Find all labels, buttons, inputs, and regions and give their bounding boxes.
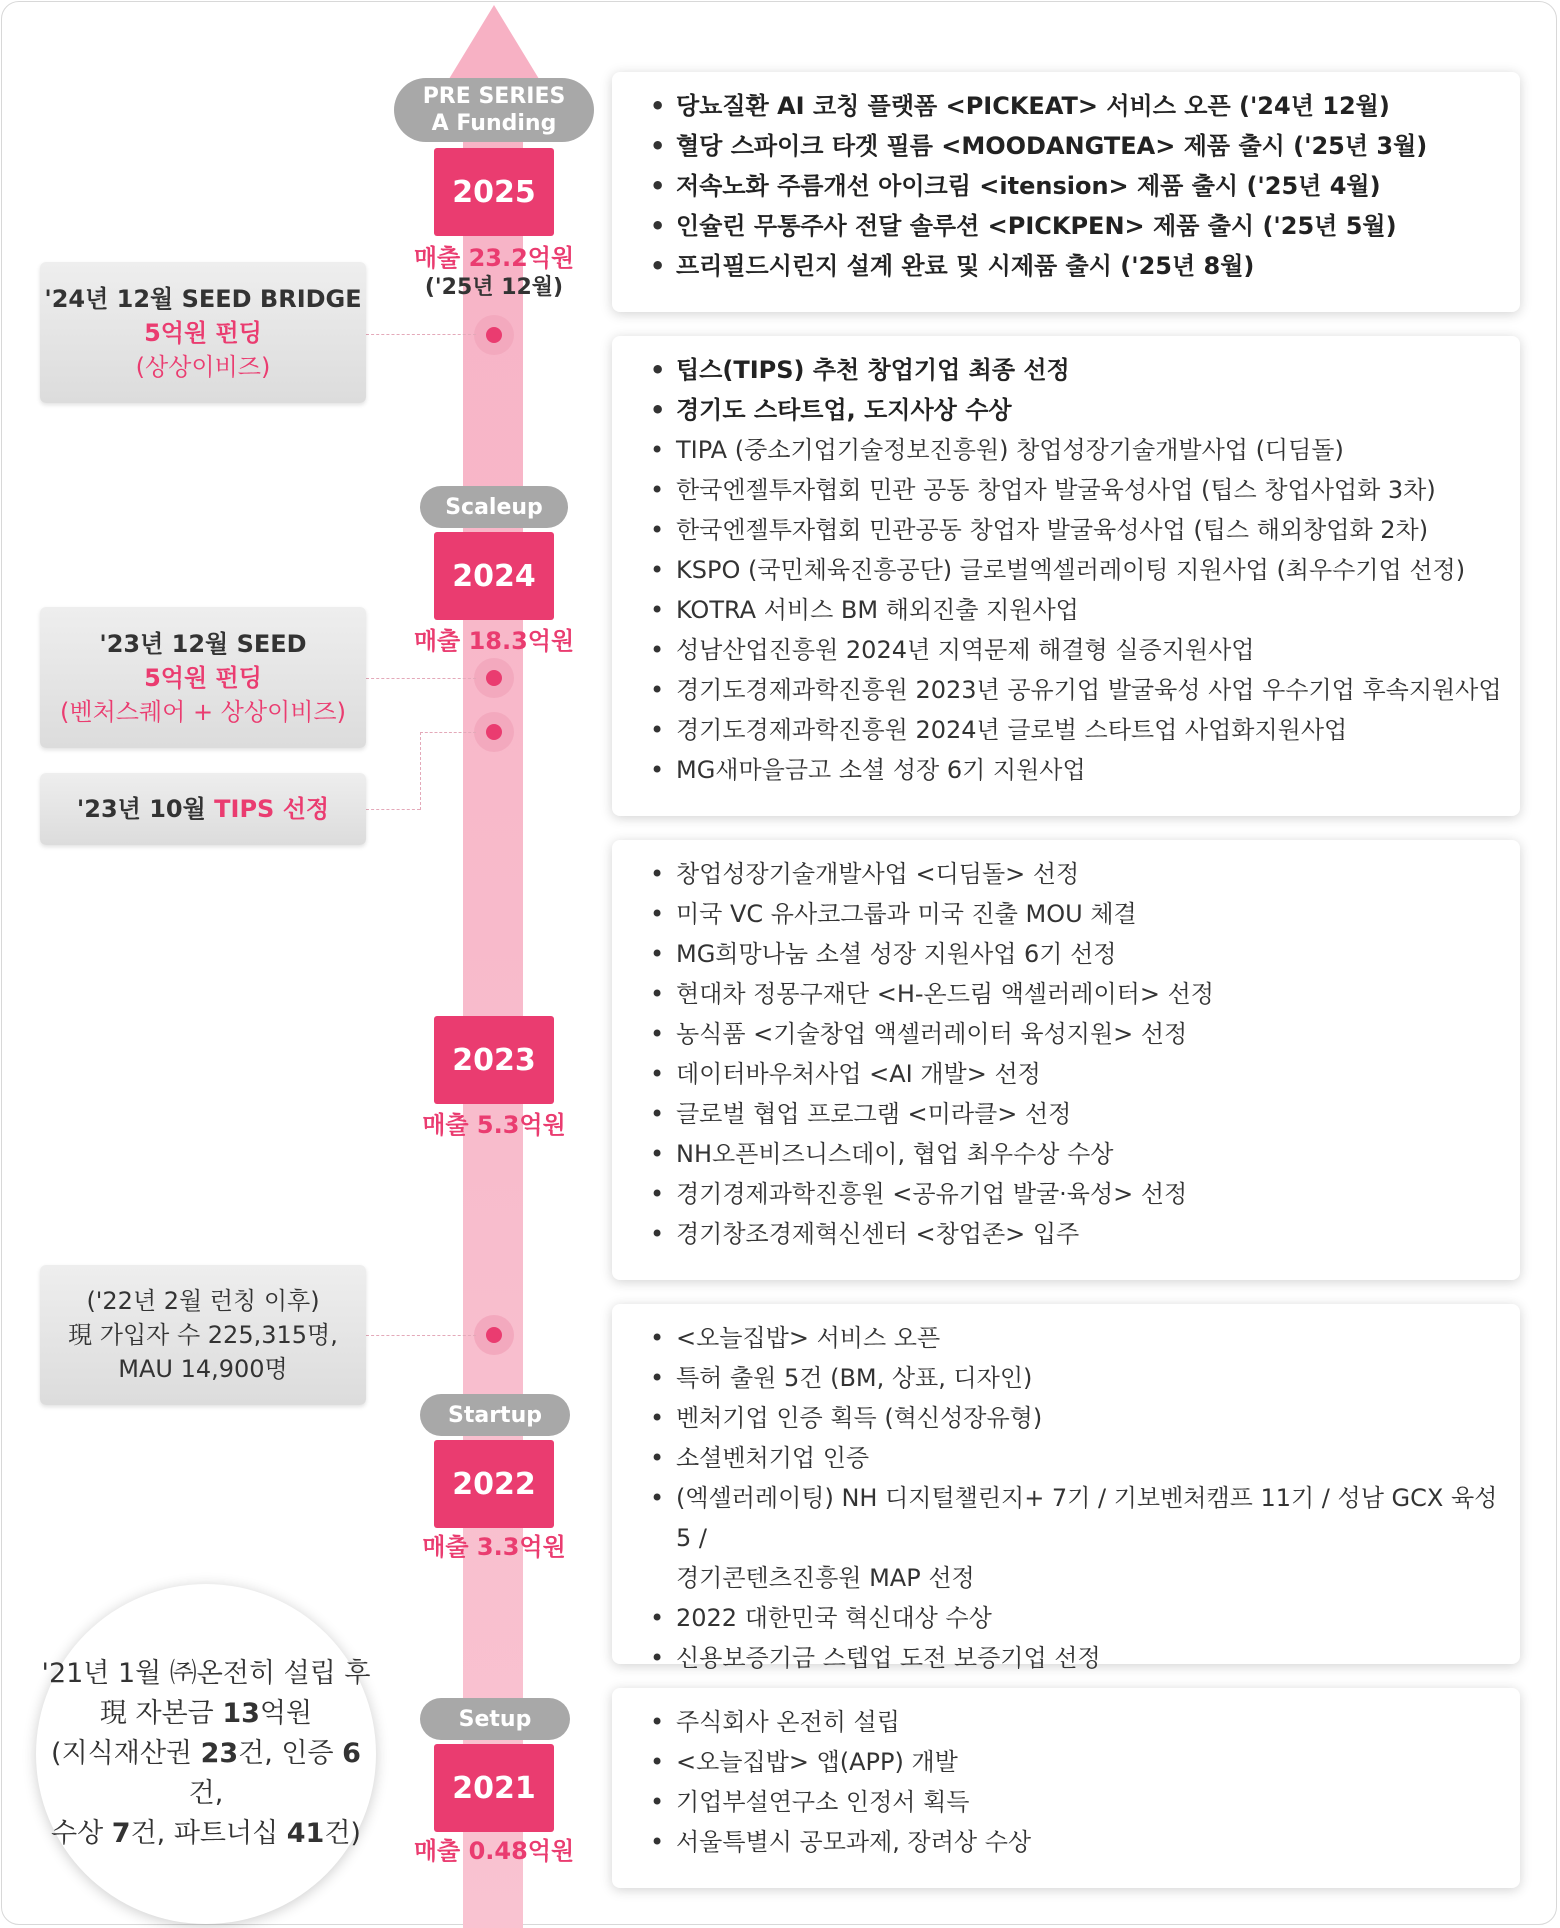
stage-scaleup	[420, 486, 568, 528]
revenue-2021-value: 매출 0.48억원	[413, 1837, 575, 1865]
revenue-2022-value: 매출 3.3억원	[422, 1533, 566, 1561]
card-2021	[612, 1688, 1520, 1888]
year-2025-label: 2025	[452, 174, 536, 210]
milestone-dot-seed	[474, 658, 514, 698]
list-item: • <오늘집밥> 앱(APP) 개발	[642, 1742, 1520, 1782]
revenue-2021	[394, 1836, 594, 1866]
note-seed-amount: 5억원 펀딩	[144, 663, 262, 692]
note-seed-bridge-title: '24년 12월 SEED BRIDGE	[44, 284, 362, 313]
list-item-continuation: 경기콘텐츠진흥원 MAP 선정	[676, 1564, 975, 1592]
year-2023-label: 2023	[452, 1042, 536, 1078]
milestone-dot-tips	[474, 712, 514, 752]
list-item: • 신용보증기금 스텝업 도전 보증기업 선정	[642, 1638, 1520, 1678]
stage-setup-label: Setup	[458, 1706, 532, 1732]
connector-users	[366, 1335, 476, 1336]
note-users	[40, 1265, 366, 1405]
list-item: • KOTRA 서비스 BM 해외진출 지원사업	[642, 590, 1520, 630]
stage-pre-series-line1: PRE SERIES	[422, 84, 566, 109]
list-item: • 주식회사 온전히 설립	[642, 1702, 1520, 1742]
list-item: • 소셜벤처기업 인증	[642, 1438, 1520, 1478]
year-2022-label: 2022	[452, 1466, 536, 1502]
list-item: • 성남산업진흥원 2024년 지역문제 해결형 실증지원사업	[642, 630, 1520, 670]
year-2021	[434, 1744, 554, 1832]
founding-line3: (지식재산권 23건, 인증 6건,	[51, 1738, 361, 1809]
card-2024	[612, 336, 1520, 816]
list-item: • 경기경제과학진흥원 <공유기업 발굴·육성> 선정	[642, 1174, 1520, 1214]
year-2022	[434, 1440, 554, 1528]
revenue-2023-value: 매출 5.3억원	[422, 1111, 566, 1139]
note-users-line3: MAU 14,900명	[118, 1355, 288, 1383]
list-item: • (엑셀러레이팅) NH 디지털챌린지+ 7기 / 기보벤처캠프 11기 / 성남 GCX 육성 5 /	[642, 1478, 1520, 1558]
founding-summary-circle	[36, 1584, 376, 1924]
list-item: • 농식품 <기술창업 액셀러레이터 육성지원> 선정	[642, 1014, 1520, 1054]
revenue-2024-value: 매출 18.3억원	[413, 627, 575, 655]
list-item: • 기업부설연구소 인정서 획득	[642, 1782, 1520, 1822]
milestone-dot-seed-bridge	[474, 315, 514, 355]
year-2024	[434, 532, 554, 620]
founding-line1: '21년 1월 ㈜온전히 설립 후	[41, 1658, 371, 1689]
year-2024-label: 2024	[452, 558, 536, 594]
list-item: • 글로벌 협업 프로그램 <미라클> 선정	[642, 1094, 1520, 1134]
note-tips-text: '23년 10월 TIPS 선정	[76, 795, 330, 823]
founding-line4: 수상 7건, 파트너십 41건)	[51, 1818, 361, 1849]
list-item: • 프리필드시린지 설계 완료 및 시제품 출시 ('25년 8월)	[642, 246, 1520, 286]
stage-pre-series	[394, 78, 594, 142]
revenue-2024	[394, 626, 594, 656]
stage-scaleup-label: Scaleup	[445, 494, 543, 520]
milestone-dot-users	[474, 1315, 514, 1355]
connector-tips-c	[420, 732, 476, 733]
stage-pre-series-line2: A Funding	[431, 111, 557, 136]
connector-tips-b	[420, 732, 421, 810]
list-item: • 저속노화 주름개선 아이크림 <itension> 제품 출시 ('25년 4월)	[642, 166, 1520, 206]
list-item: • 창업성장기술개발사업 <디딤돌> 선정	[642, 854, 1520, 894]
note-users-line1: ('22년 2월 런칭 이후)	[86, 1287, 320, 1315]
revenue-2025	[394, 243, 594, 303]
note-seed-bridge-investor: (상상이비즈)	[135, 352, 271, 381]
stage-startup	[420, 1394, 570, 1436]
list-item: • 경기도 스타트업, 도지사상 수상	[642, 390, 1520, 430]
list-item: • 당뇨질환 AI 코칭 플랫폼 <PICKEAT> 서비스 오픈 ('24년 12월)	[642, 86, 1520, 126]
list-item: • MG새마을금고 소셜 성장 6기 지원사업	[642, 750, 1520, 790]
note-seed-investor: (벤처스퀘어 + 상상이비즈)	[60, 697, 346, 726]
founding-line2: 現 자본금 13억원	[99, 1698, 313, 1729]
note-seed-title: '23년 12월 SEED	[99, 629, 307, 658]
card-2025	[612, 72, 1520, 312]
revenue-2025-value: 매출 23.2억원	[413, 244, 575, 272]
list-item: • 팁스(TIPS) 추천 창업기업 최종 선정	[642, 350, 1520, 390]
connector-seed	[366, 678, 476, 679]
list-item: • 경기도경제과학진흥원 2024년 글로벌 스타트업 사업화지원사업	[642, 710, 1520, 750]
list-item: • NH오픈비즈니스데이, 협업 최우수상 수상	[642, 1134, 1520, 1174]
list-item: • 혈당 스파이크 타겟 필름 <MOODANGTEA> 제품 출시 ('25년 3월)	[642, 126, 1520, 166]
list-item: • 서울특별시 공모과제, 장려상 수상	[642, 1822, 1520, 1862]
list-item: • 특허 출원 5건 (BM, 상표, 디자인)	[642, 1358, 1520, 1398]
card-2022	[612, 1304, 1520, 1672]
year-2023	[434, 1016, 554, 1104]
list-item: • 경기도경제과학진흥원 2023년 공유기업 발굴육성 사업 우수기업 후속지원사업	[642, 670, 1520, 710]
note-users-line2: 現 가입자 수 225,315명,	[68, 1321, 338, 1349]
list-item: • KSPO (국민체육진흥공단) 글로벌엑셀러레이팅 지원사업 (최우수기업 선정)	[642, 550, 1520, 590]
note-seed	[40, 607, 366, 748]
list-item: • 데이터바우처사업 <AI 개발> 선정	[642, 1054, 1520, 1094]
timeline-arrow-shaft	[463, 95, 523, 1928]
list-item: • 미국 VC 유사코그룹과 미국 진출 MOU 체결	[642, 894, 1520, 934]
list-item: • <오늘집밥> 서비스 오픈	[642, 1318, 1520, 1358]
note-seed-bridge-amount: 5억원 펀딩	[144, 318, 262, 347]
revenue-2023	[394, 1110, 594, 1140]
list-item: • 인슐린 무통주사 전달 솔루션 <PICKPEN> 제품 출시 ('25년 5월)	[642, 206, 1520, 246]
list-item: • 벤처기업 인증 획득 (혁신성장유형)	[642, 1398, 1520, 1438]
year-2021-label: 2021	[452, 1770, 536, 1806]
card-2023	[612, 840, 1520, 1280]
list-item: • 한국엔젤투자협회 민관공동 창업자 발굴육성사업 (팁스 해외창업화 2차)	[642, 510, 1520, 550]
list-item: • TIPA (중소기업기술정보진흥원) 창업성장기술개발사업 (디딤돌)	[642, 430, 1520, 470]
note-seed-bridge	[40, 262, 366, 403]
connector-tips-a	[366, 809, 420, 810]
revenue-2025-note: ('25년 12월)	[424, 275, 564, 300]
list-item: • MG희망나눔 소셜 성장 지원사업 6기 선정	[642, 934, 1520, 974]
note-tips	[40, 773, 366, 845]
connector-seed-bridge	[366, 334, 476, 335]
stage-setup	[420, 1698, 570, 1740]
list-item: • 한국엔젤투자협회 민관 공동 창업자 발굴육성사업 (팁스 창업사업화 3차)	[642, 470, 1520, 510]
stage-startup-label: Startup	[448, 1402, 542, 1428]
list-item: • 경기창조경제혁신센터 <창업존> 입주	[642, 1214, 1520, 1254]
list-item: • 현대차 정몽구재단 <H-온드림 액셀러레이터> 선정	[642, 974, 1520, 1014]
year-2025	[434, 148, 554, 236]
list-item: • 2022 대한민국 혁신대상 수상	[642, 1598, 1520, 1638]
revenue-2022	[394, 1532, 594, 1562]
